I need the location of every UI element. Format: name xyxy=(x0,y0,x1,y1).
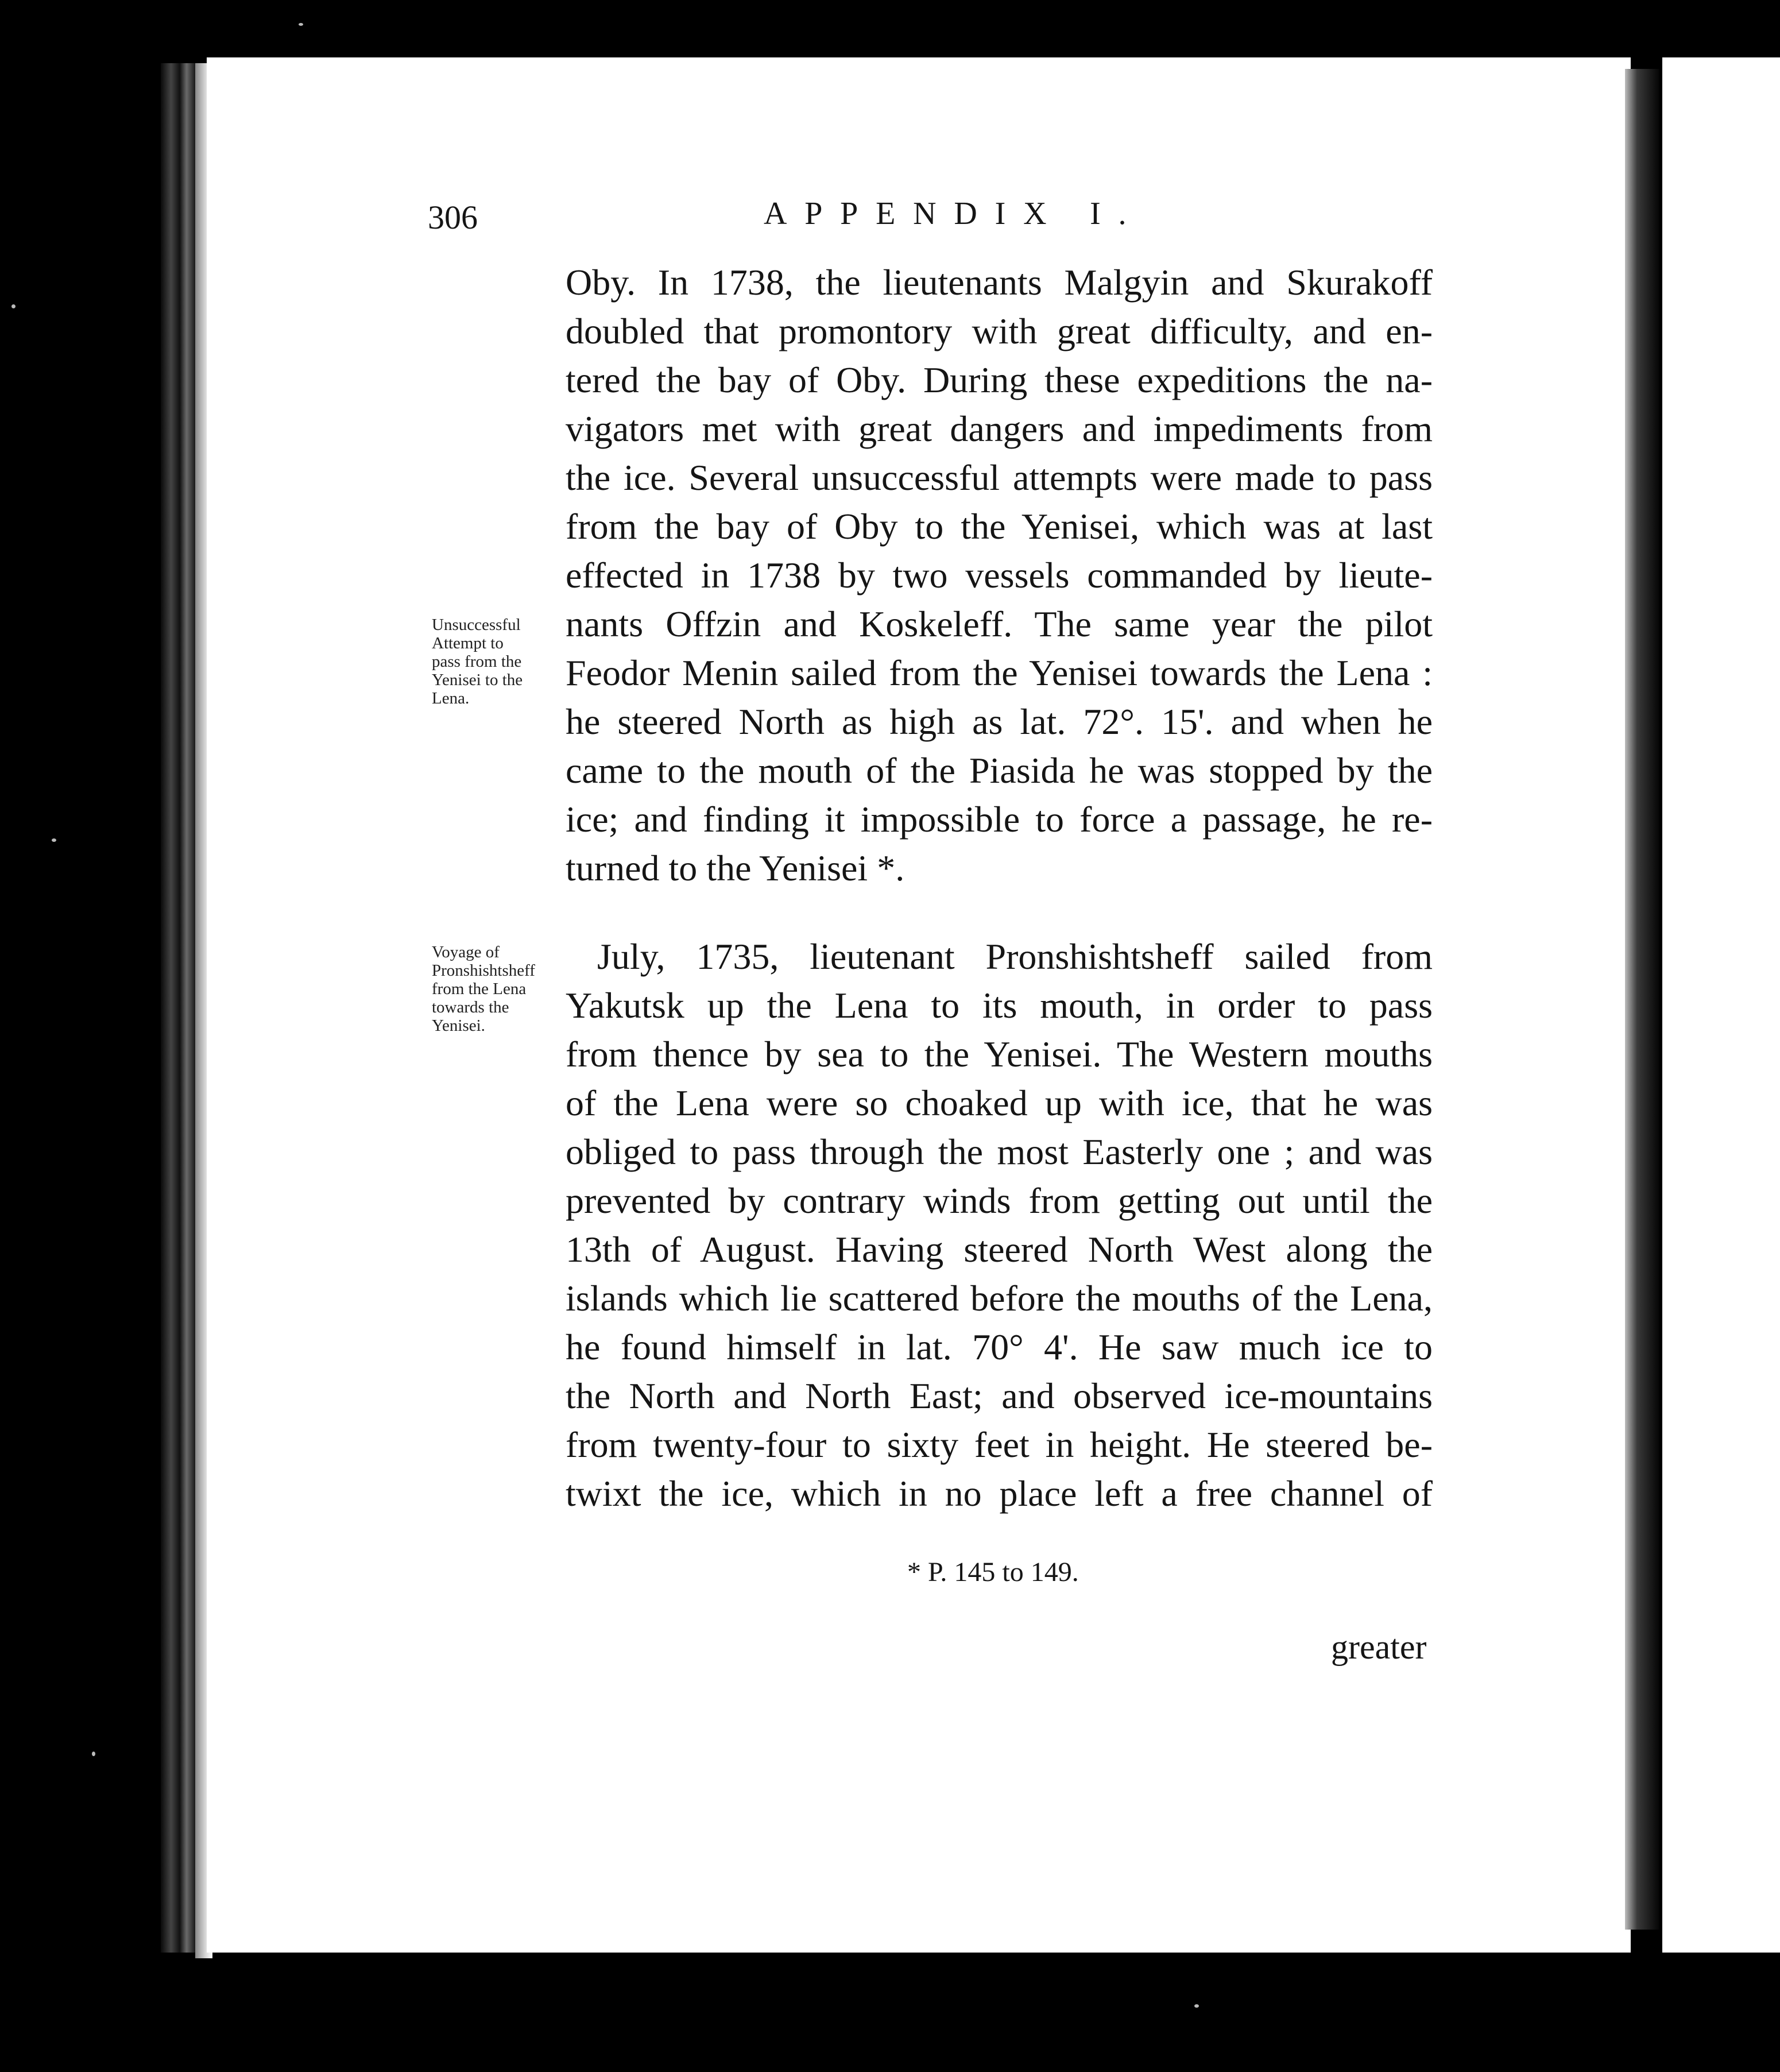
body-line: from the bay of Oby to the Yenisei, which was at last xyxy=(566,506,1433,547)
catchword: greater xyxy=(1331,1628,1427,1666)
margin-note-line: Unsuccessful xyxy=(432,616,521,634)
body-line: turned to the Yenisei *. xyxy=(566,848,905,888)
book-spine-edge xyxy=(161,63,195,1953)
margin-note-voyage xyxy=(432,943,535,1035)
body-line: July, 1735, lieutenant Pronshishtsheff sailed from xyxy=(597,936,1433,977)
body-line: from twenty-four to sixty feet in height. He steered be- xyxy=(566,1424,1433,1465)
body-line: nants Offzin and Koskeleff. The same year the pilot xyxy=(566,604,1433,644)
body-line: tered the bay of Oby. During these expeditions the na- xyxy=(566,359,1433,400)
body-line: the North and North East; and observed ice-mountains xyxy=(566,1375,1433,1416)
body-line: doubled that promontory with great difficulty, and en- xyxy=(566,311,1433,351)
page-number: 306 xyxy=(428,199,478,236)
body-line: prevented by contrary winds from getting out until the xyxy=(566,1180,1433,1221)
body-line: of the Lena were so choaked up with ice, that he was xyxy=(566,1083,1433,1123)
page-fold-shadow xyxy=(1625,69,1659,1930)
margin-note-line: Voyage of xyxy=(432,943,500,961)
scan-speck xyxy=(11,304,16,308)
margin-note-line: Yenisei to the xyxy=(432,671,523,689)
margin-note-line: Lena. xyxy=(432,689,470,708)
body-line: ice; and finding it impossible to force a passage, he re- xyxy=(566,799,1433,840)
running-head: APPENDIX I. xyxy=(764,196,1144,231)
body-line: he found himself in lat. 70° 4'. He saw much ice to xyxy=(566,1327,1433,1367)
body-line: islands which lie scattered before the mouths of the Lena, xyxy=(566,1278,1433,1319)
margin-note-line: Attempt to xyxy=(432,634,504,652)
body-line: the ice. Several unsuccessful attempts were made to pass xyxy=(566,457,1433,498)
margin-note-line: Pronshishtsheff xyxy=(432,961,535,980)
body-line: vigators met with great dangers and impediments from xyxy=(566,408,1433,449)
body-line: came to the mouth of the Piasida he was stopped by the xyxy=(566,750,1433,791)
scan-speck xyxy=(92,1752,95,1756)
body-line: Feodor Menin sailed from the Yenisei towards the Lena : xyxy=(566,652,1433,693)
body-line: Oby. In 1738, the lieutenants Malgyin and Skurakoff xyxy=(566,262,1433,303)
body-line: twixt the ice, which in no place left a free channel of xyxy=(566,1473,1433,1514)
footnote: * P. 145 to 149. xyxy=(907,1557,1079,1587)
scan-speck xyxy=(1194,2004,1199,2008)
margin-note-line: pass from the xyxy=(432,652,522,671)
margin-note-line: Yenisei. xyxy=(432,1016,485,1035)
margin-note-line: from the Lena xyxy=(432,980,527,998)
body-line: he steered North as high as lat. 72°. 15'. and when he xyxy=(566,701,1433,742)
scan-speck xyxy=(52,838,56,842)
body-line: 13th of August. Having steered North West along the xyxy=(566,1229,1433,1270)
scan-speck xyxy=(299,23,303,26)
margin-note-unsuccessful-attempt xyxy=(432,616,523,708)
margin-note-line: towards the xyxy=(432,998,509,1016)
body-line: effected in 1738 by two vessels commanded by lieute- xyxy=(566,555,1433,596)
body-line: Yakutsk up the Lena to its mouth, in order to pass xyxy=(566,985,1433,1026)
body-line: obliged to pass through the most Easterly one ; and was xyxy=(566,1131,1433,1172)
next-page-sliver xyxy=(1662,57,1780,1953)
body-line: from thence by sea to the Yenisei. The Western mouths xyxy=(566,1034,1433,1074)
